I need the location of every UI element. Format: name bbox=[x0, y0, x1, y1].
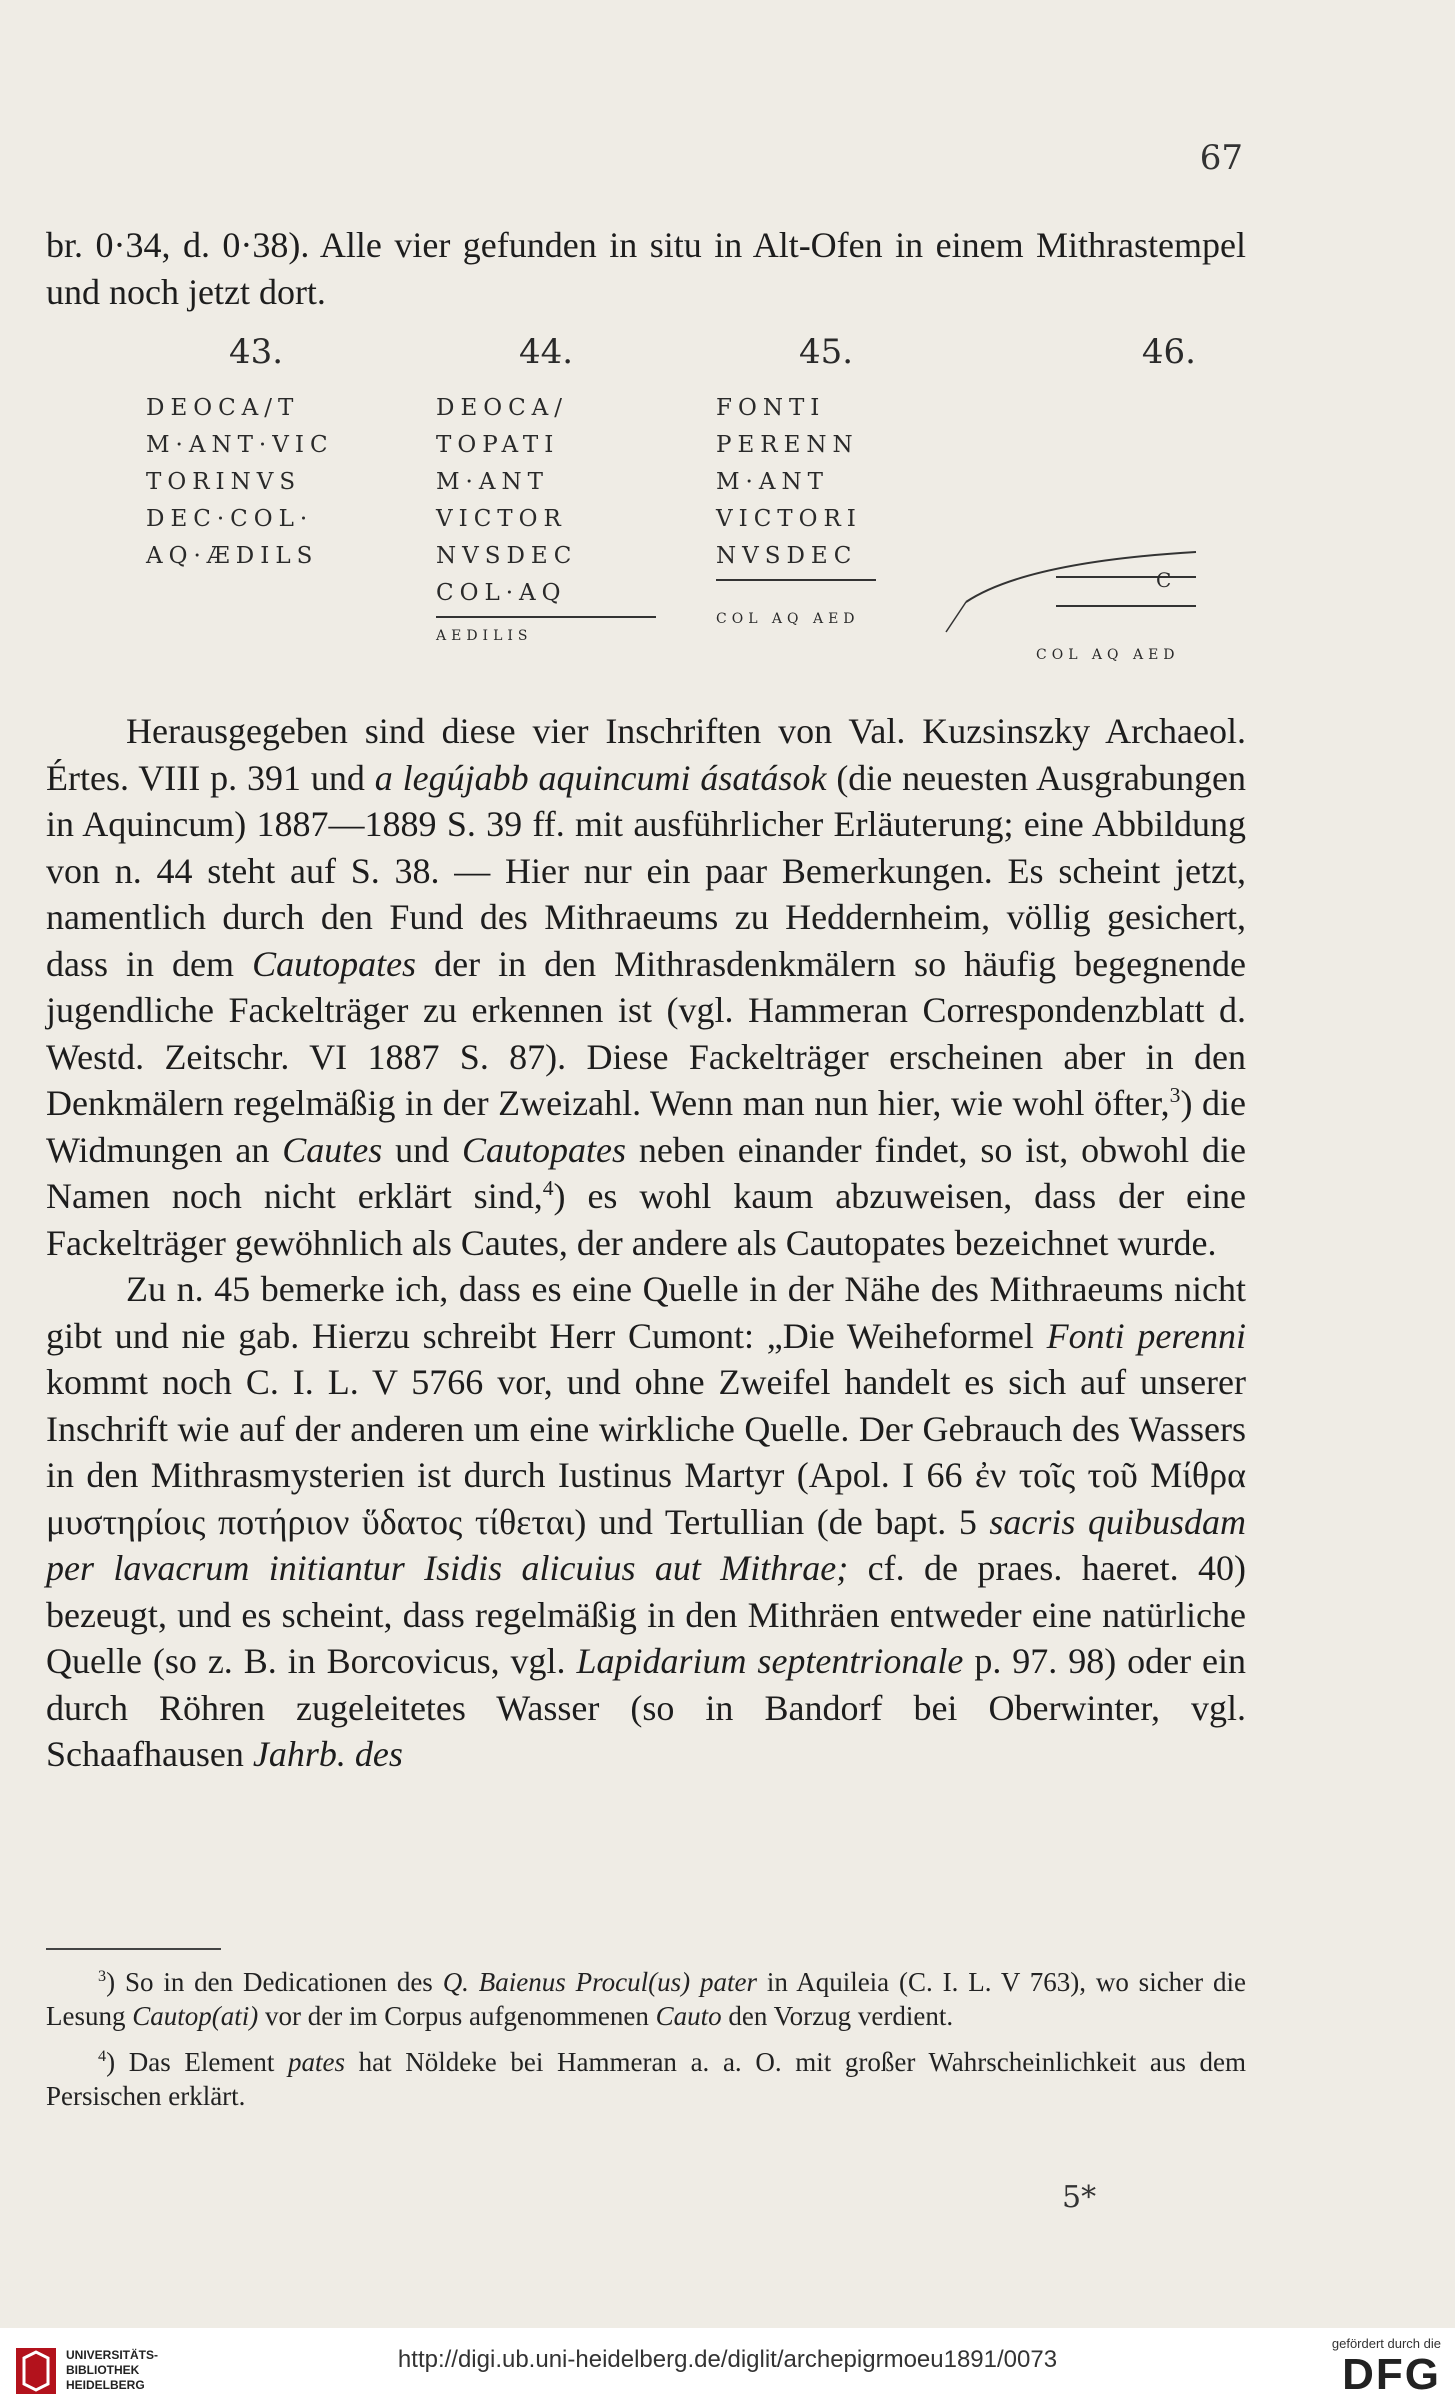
inscription-line: TORINVS bbox=[146, 469, 302, 495]
inscriptions-block bbox=[46, 332, 1246, 692]
text-run: Zu n. 45 bemerke ich, dass es eine Quelle in der Nähe des Mithraeums nicht gibt und nie gab. Hierzu schreibt Herr Cumont: „Die Weiheformel bbox=[46, 1269, 1246, 1356]
inscription-line: PERENN bbox=[716, 432, 859, 458]
text-run: kommt noch C. I. L. V 5766 vor, und ohne Zweifel handelt es sich auf unserer Inschrift wie auf der anderen um eine wirkliche Quelle. Der Gebrauch des Wassers in den Mithrasmysterien ist durch Iustinus Martyr (Apol. I 66 ἐν τοῖς τοῦ Μίθρα μυστηρίοις ποτήριον ὕδατος τίθεται) und Tertullian (de bapt. 5 bbox=[46, 1362, 1246, 1542]
inscription-line: VICTOR bbox=[436, 506, 567, 532]
text-run: der in den Mithrasdenkmälern so häufig begegnende jugendliche Fackelträger zu erkennen ist (vgl. Hammeran Correspondenzblatt d. Westd. Zeitschr. VI 1887 S. 87). Diese Fackelträger erscheinen aber in den Denkmälern regelmäßig in der Zweizahl. Wenn man nun hier, wie wohl öfter, bbox=[46, 943, 1246, 1123]
funder-note: gefördert durch die bbox=[1331, 2336, 1441, 2351]
inscription-line: DEOCA/T bbox=[146, 395, 300, 421]
footnote-4 bbox=[46, 2045, 1246, 2113]
footnote-marker: 3 bbox=[98, 1967, 107, 1985]
italic-run: Q. Baienus Procul(us) pater bbox=[442, 1967, 757, 1997]
inscription-number: 43. bbox=[228, 332, 284, 372]
inscription-line: M·ANT bbox=[436, 469, 549, 495]
paragraph bbox=[46, 708, 1246, 1266]
footnote-divider bbox=[46, 1948, 221, 1950]
text-run: Herausgegeben sind diese vier Inschriften von Val. Kuzsinszky Archaeol. Értes. VIII p. 391 und bbox=[46, 711, 1246, 798]
italic-run: Fonti perenni bbox=[1046, 1315, 1246, 1356]
text-run: in Aquileia (C. I. L. V 763), wo sicher die Lesung bbox=[46, 1967, 1246, 2031]
italic-run: Cautopates bbox=[252, 943, 417, 984]
inscription-line: TOPATI bbox=[436, 432, 560, 458]
italic-run: Cautes bbox=[282, 1129, 383, 1170]
italic-run: sacris quibusdam per lavacrum initiantur Isidis alicuius aut Mithrae; bbox=[46, 1501, 1246, 1588]
text-run: p. 97. 98) oder ein durch Röhren zugeleitetes Wasser (so in Bandorf bei Oberwinter, vgl. Schaafhausen bbox=[46, 1641, 1247, 1774]
inscription-subline: COL AQ AED bbox=[1036, 647, 1180, 663]
inscription-line: NVSDEC bbox=[716, 543, 858, 569]
library-name-line: BIBLIOTHEK bbox=[66, 2363, 140, 2377]
text-run: hat Nöldeke bei Hammeran a. a. O. mit großer Wahrscheinlichkeit aus dem Persischen erklärt. bbox=[46, 2047, 1246, 2111]
italic-run: Lapidarium septentrionale bbox=[576, 1641, 964, 1681]
italic-run: Cauto bbox=[655, 2001, 722, 2031]
intro-paragraph: br. 0·34, d. 0·38). Alle vier gefunden in situ in Alt-Ofen in einem Mithrastempel und noch jetzt dort. bbox=[46, 225, 1246, 312]
footer-bar bbox=[0, 2328, 1455, 2408]
text-run: und bbox=[382, 1129, 463, 1170]
italic-run: Cautopates bbox=[462, 1129, 627, 1170]
italic-run: Cautop(ati) bbox=[132, 2001, 259, 2031]
italic-run: a legújabb aquincumi ásatások bbox=[374, 757, 827, 798]
footnote-ref[interactable]: 4 bbox=[542, 1176, 554, 1200]
inscription-subline: AEDILIS bbox=[436, 628, 533, 644]
dfg-logo[interactable] bbox=[1291, 2336, 1441, 2406]
text-run: neben einander findet, so ist, obwohl die Namen noch nicht erklärt sind, bbox=[46, 1129, 1247, 1216]
italic-run: Jahrb. des bbox=[252, 1734, 403, 1774]
signature-mark: 5* bbox=[1062, 2180, 1097, 2215]
inscription-43 bbox=[146, 332, 366, 575]
dfg-wordmark: DFG bbox=[1342, 2350, 1441, 2399]
inscription-line: M·ANT bbox=[716, 469, 829, 495]
inscription-rule bbox=[716, 579, 876, 581]
inscription-line: COL·AQ bbox=[436, 580, 567, 606]
inscription-subline: COL AQ AED bbox=[716, 611, 860, 627]
inscription-number: 46. bbox=[1141, 332, 1196, 372]
text-run: ) die Widmungen an bbox=[46, 1083, 1246, 1170]
footnote-marker: 4 bbox=[98, 2047, 107, 2065]
inscription-45 bbox=[716, 332, 936, 627]
paragraph bbox=[46, 1266, 1246, 1778]
inscription-number: 44. bbox=[518, 332, 574, 372]
inscription-rule bbox=[436, 616, 656, 618]
text-run: vor der im Corpus aufgenommenen bbox=[258, 2001, 656, 2031]
text-run: ) es wohl kaum abzuweisen, dass der eine Fackelträger gewöhnlich als Cautes, der andere als Cautopates bezeichnet wurde. bbox=[46, 1176, 1246, 1263]
inscription-line: VICTORI bbox=[716, 506, 862, 532]
library-name-line: UNIVERSITÄTS- bbox=[66, 2348, 159, 2362]
inscription-number: 45. bbox=[798, 332, 854, 372]
inscription-line: DEC·COL· bbox=[146, 506, 314, 532]
italic-run: pates bbox=[287, 2047, 345, 2077]
inscription-line: C bbox=[1156, 568, 1178, 592]
footnotes bbox=[46, 1965, 1246, 2125]
footnote-3 bbox=[46, 1965, 1246, 2033]
inscription-line: AQ·ÆDILS bbox=[146, 543, 319, 569]
text-run: (die neuesten Ausgrabungen in Aquincum) 1887—1889 S. 39 ff. mit ausführlicher Erläuterung; eine Abbildung von n. 44 steht auf S. 38. — Hier nur ein paar Bemerkungen. Es scheint jetzt, namentlich durch den Fund des Mithraeums zu Heddernheim, völlig gesichert, dass in dem bbox=[46, 757, 1246, 984]
main-text bbox=[46, 708, 1246, 1778]
source-url-link[interactable]: http://digi.ub.uni-heidelberg.de/diglit/archepigrmoeu1891/0073 bbox=[397, 2346, 1058, 2373]
text-run: den Vorzug verdient. bbox=[721, 2001, 954, 2031]
footnote-ref[interactable]: 3 bbox=[1169, 1083, 1181, 1107]
inscription-line: M·ANT·VIC bbox=[146, 432, 334, 458]
text-run: ) Das Element bbox=[106, 2047, 288, 2077]
inscription-line: NVSDEC bbox=[436, 543, 578, 569]
inscription-44 bbox=[436, 332, 656, 644]
text-run: cf. de praes. haeret. 40) bezeugt, und es scheint, dass regelmäßig in den Mithräen entweder eine natürliche Quelle (so z. B. in Borcovicus, vgl. bbox=[46, 1548, 1246, 1681]
inscription-46 bbox=[906, 332, 1206, 663]
text-run: ) So in den Dedicationen des bbox=[106, 1967, 443, 1997]
library-name-line: HEIDELBERG bbox=[66, 2378, 145, 2392]
inscription-line: DEOCA/ bbox=[436, 395, 569, 421]
inscription-line: FONTI bbox=[716, 395, 826, 421]
page-number: 67 bbox=[1199, 138, 1243, 178]
